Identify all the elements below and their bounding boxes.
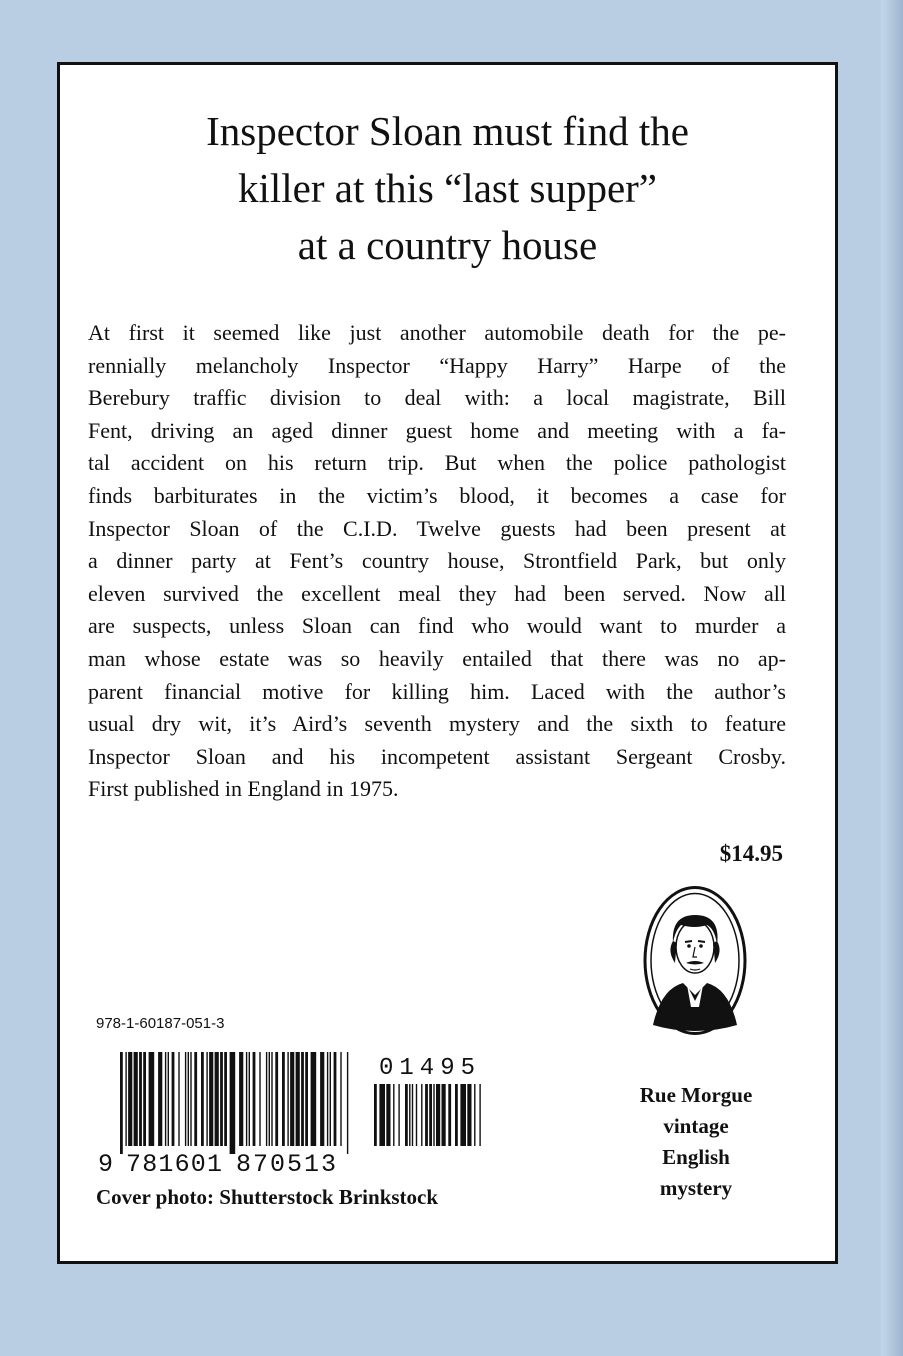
barcode-bar	[287, 1052, 288, 1146]
barcode-bar	[474, 1084, 475, 1146]
barcode-bar	[165, 1052, 166, 1146]
barcode-bar	[190, 1052, 191, 1146]
imprint-label	[626, 1080, 766, 1204]
barcode-bar	[143, 1052, 146, 1146]
back-cover-panel	[57, 62, 838, 1264]
blurb-line: At first it seemed like just another automobile death for the pe-	[88, 320, 786, 345]
addon-barcode-bars	[374, 1084, 481, 1146]
blurb-line: are suspects, unless Sloan can find who would want to murder a	[88, 613, 786, 639]
cover-spine-edge	[881, 0, 903, 1356]
barcode-bar	[412, 1084, 413, 1146]
barcode-bar	[398, 1084, 399, 1146]
barcode-bar	[224, 1052, 227, 1146]
blurb-line: Inspector Sloan of the C.I.D. Twelve guests had been present at	[88, 515, 786, 541]
barcode-bar	[230, 1052, 236, 1154]
barcode-bar	[139, 1052, 142, 1146]
barcode-bar	[311, 1052, 317, 1146]
barcode-bar	[168, 1052, 169, 1146]
barcode-bar	[246, 1052, 247, 1146]
barcode-bar	[305, 1052, 308, 1146]
main-barcode-bars	[120, 1052, 348, 1154]
barcode-bar	[429, 1084, 432, 1146]
blurb-line: First published in England in 1975.	[88, 776, 399, 802]
imprint-line: English	[662, 1145, 730, 1169]
headline-line: at a country house	[297, 222, 598, 268]
barcode-bar	[290, 1052, 294, 1146]
barcode-bar	[271, 1052, 272, 1146]
blurb-line: Berebury traffic division to deal with: a local magistrate, Bill	[88, 385, 786, 411]
blurb-paragraph	[88, 317, 786, 806]
barcode-addon-digits: 01495	[379, 1055, 475, 1082]
barcode-digit-group: 870513	[236, 1150, 336, 1178]
barcode-bar	[433, 1084, 434, 1146]
blurb-line: usual dry wit, it’s Aird’s seventh mystery and the sixth to feature	[88, 711, 786, 737]
barcode-bar	[194, 1052, 197, 1146]
imprint-line: Rue Morgue	[639, 1083, 753, 1107]
blurb-line: Inspector Sloan and his incompetent assistant Sergeant Crosby.	[88, 743, 786, 769]
blurb-line: parent financial motive for killing him. Laced with the author’s	[88, 678, 786, 704]
barcode-bar	[158, 1052, 162, 1146]
barcode-bar	[320, 1052, 324, 1146]
blurb-line: finds barbiturates in the victim’s blood, it becomes a case for	[88, 482, 786, 508]
barcode-bar	[253, 1052, 256, 1146]
barcode-bar	[220, 1052, 223, 1146]
barcode-bar	[178, 1052, 179, 1146]
barcode-bar	[125, 1052, 126, 1146]
headline-line: Inspector Sloan must find the	[206, 108, 689, 154]
barcode-bar	[201, 1052, 204, 1146]
isbn-number: 978-1-60187-051-3	[96, 1015, 225, 1032]
price-label: $14.95	[719, 841, 783, 866]
barcode-bar	[282, 1052, 285, 1146]
imprint-line: vintage	[663, 1114, 729, 1138]
barcode-bar	[249, 1052, 250, 1146]
barcode-bar	[296, 1052, 300, 1146]
publisher-logo-portrait-icon	[643, 885, 747, 1036]
barcode-bar	[275, 1052, 278, 1146]
barcode-bar	[215, 1052, 219, 1146]
barcode-bar	[134, 1052, 138, 1146]
blurb-line: tal accident on his return trip. But when the police pathologist	[88, 450, 786, 476]
barcode-bar	[149, 1052, 155, 1146]
blurb-line: rennially melancholy Inspector “Happy Harry” Harpe of the	[88, 352, 786, 378]
barcode-bar	[374, 1084, 377, 1146]
isbn-barcode	[96, 1050, 483, 1178]
blurb-line: eleven survived the excellent meal they had been served. Now all	[88, 580, 786, 606]
barcode-bar	[460, 1084, 466, 1146]
barcode-first-digit: 9	[98, 1150, 114, 1178]
barcode-bar	[405, 1084, 408, 1146]
barcode-bar	[436, 1084, 440, 1146]
barcode-bar	[442, 1084, 446, 1146]
barcode-bar	[259, 1052, 260, 1146]
headline-line: killer at this “last supper”	[238, 165, 657, 211]
barcode-bar	[239, 1052, 243, 1146]
barcode-bar	[206, 1052, 207, 1146]
barcode-bar	[393, 1084, 394, 1146]
barcode-bar	[479, 1084, 480, 1146]
barcode-bar	[120, 1052, 123, 1154]
barcode-bar	[425, 1084, 428, 1146]
barcode-bar	[448, 1084, 451, 1146]
barcode-bar	[188, 1052, 189, 1146]
headline	[60, 103, 835, 274]
barcode-bar	[185, 1052, 186, 1146]
barcode-bar	[327, 1052, 328, 1146]
barcode-bar	[128, 1052, 132, 1146]
cover-photo-credit: Cover photo: Shutterstock Brinkstock	[96, 1185, 439, 1209]
barcode-bar	[467, 1084, 471, 1146]
barcode-bar	[409, 1084, 410, 1146]
barcode-bar	[330, 1052, 331, 1146]
barcode-bar	[340, 1052, 341, 1146]
blurb-line: Fent, driving an aged dinner guest home and meeting with a fa-	[88, 417, 786, 443]
imprint-line: mystery	[659, 1176, 733, 1200]
barcode-bar	[172, 1052, 175, 1146]
barcode-bar	[416, 1084, 417, 1146]
barcode-bar	[379, 1084, 385, 1146]
barcode-bar	[455, 1084, 458, 1146]
barcode-bar	[347, 1052, 348, 1154]
barcode-bar	[421, 1084, 422, 1146]
blurb-line: man whose estate was so heavily entailed that there was no ap-	[88, 645, 786, 671]
blurb-line: a dinner party at Fent’s country house, Strontfield Park, but only	[88, 548, 786, 574]
barcode-bar	[266, 1052, 267, 1146]
barcode-bar	[301, 1052, 304, 1146]
barcode-bar	[269, 1052, 270, 1146]
barcode-bar	[386, 1084, 390, 1146]
barcode-bar	[334, 1052, 337, 1146]
barcode-bar	[209, 1052, 213, 1146]
barcode-digit-group: 781601	[126, 1150, 222, 1178]
